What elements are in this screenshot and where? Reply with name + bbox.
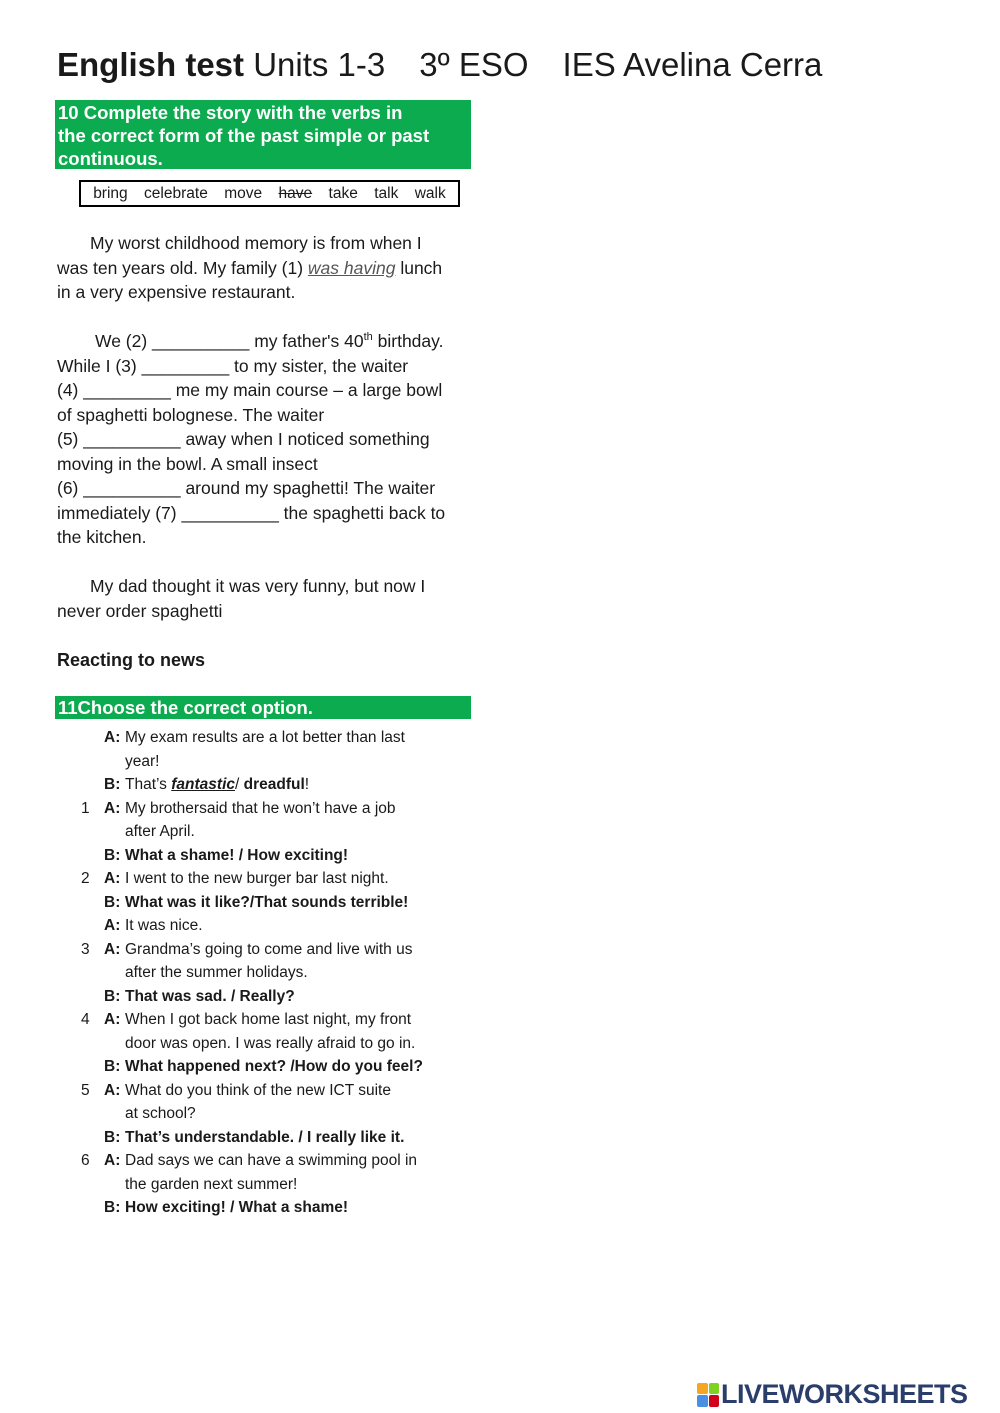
story-text: birthday. bbox=[372, 331, 444, 351]
speaker-b: B: bbox=[104, 846, 121, 864]
example-answer: was having bbox=[307, 257, 396, 278]
dialog-row bbox=[0, 867, 480, 891]
line-a: year! bbox=[125, 752, 160, 770]
dialog-row bbox=[0, 914, 480, 938]
exercise-10-instruction bbox=[55, 100, 471, 169]
dialog-row bbox=[0, 1196, 480, 1220]
story-paragraph-2 bbox=[57, 329, 477, 550]
text: ! bbox=[304, 776, 310, 793]
section-heading: Reacting to news bbox=[57, 650, 206, 670]
exercise-11-instruction: 11Choose the correct option. bbox=[55, 696, 471, 719]
options-b[interactable]: That was sad. / Really? bbox=[125, 987, 295, 1005]
story-paragraph-3 bbox=[57, 574, 477, 623]
option: dreadful bbox=[243, 776, 305, 793]
dialog-row bbox=[0, 1055, 480, 1079]
speaker-a: A: bbox=[104, 729, 121, 746]
dialog-row bbox=[0, 961, 480, 985]
options-b[interactable]: What happened next? /How do you feel? bbox=[125, 1058, 423, 1075]
word-bring: bring bbox=[93, 184, 128, 202]
page-title bbox=[57, 46, 822, 84]
line-a: at school? bbox=[125, 1105, 196, 1122]
dialog-row bbox=[0, 1173, 480, 1197]
text: / bbox=[235, 776, 244, 793]
dialog-row bbox=[0, 985, 480, 1009]
dialog-row bbox=[0, 1102, 480, 1126]
line-a: I went to the new burger bar last night. bbox=[125, 870, 389, 887]
speaker-b: B: bbox=[104, 893, 121, 911]
story-text: the kitchen. bbox=[57, 527, 147, 547]
story-text: My dad thought it was very funny, but now I bbox=[90, 576, 426, 596]
dialog-row bbox=[0, 1079, 480, 1103]
speaker-a: A: bbox=[104, 1152, 121, 1169]
speaker-a: A: bbox=[104, 799, 121, 817]
story-text: moving in the bowl. A small insect bbox=[57, 453, 318, 474]
logo-square bbox=[697, 1383, 708, 1395]
speaker-b: B: bbox=[104, 1199, 121, 1216]
word-move: move bbox=[224, 184, 263, 202]
dialog-row bbox=[0, 891, 480, 915]
speaker-b: B: bbox=[104, 776, 121, 793]
line-a: the garden next summer! bbox=[125, 1175, 298, 1193]
dialog-row bbox=[0, 938, 480, 962]
word-take: take bbox=[328, 184, 358, 202]
options-b[interactable]: That’s understandable. / I really like it. bbox=[125, 1128, 405, 1146]
speaker-b: B: bbox=[104, 987, 121, 1005]
speaker-b: B: bbox=[104, 1128, 121, 1146]
item-number: 4 bbox=[81, 1011, 90, 1028]
item-number: 5 bbox=[81, 1081, 90, 1099]
line-a: My brothersaid that he won’t have a job bbox=[125, 799, 396, 817]
dialog-row bbox=[0, 773, 480, 797]
instruction-line: continuous. bbox=[58, 148, 163, 169]
dialog-row bbox=[0, 797, 480, 821]
line-a: after the summer holidays. bbox=[125, 964, 308, 981]
item-number: 3 bbox=[81, 940, 90, 958]
exercise-11-dialogues bbox=[0, 726, 480, 1220]
line-a: My exam results are a lot better than last bbox=[125, 729, 405, 746]
story-text: (6) __________ around my spaghetti! The waiter bbox=[57, 478, 436, 498]
dialog-row bbox=[0, 1126, 480, 1150]
liveworksheets-logo-icon bbox=[697, 1383, 719, 1407]
speaker-a: A: bbox=[104, 1081, 121, 1099]
word-bank bbox=[79, 180, 460, 207]
story-text: My worst childhood memory is from when I bbox=[90, 233, 422, 253]
story-text: (5) __________ away when I noticed something bbox=[57, 429, 430, 449]
speaker-a: A: bbox=[104, 940, 121, 958]
text: That’s bbox=[125, 776, 172, 793]
item-number: 2 bbox=[81, 870, 90, 887]
example-answer: fantastic bbox=[171, 776, 235, 793]
dialog-row bbox=[0, 1032, 480, 1056]
options-b[interactable]: What a shame! / How exciting! bbox=[125, 846, 349, 864]
story-text: of spaghetti bolognese. The waiter bbox=[57, 404, 325, 425]
line-a: What do you think of the new ICT suite bbox=[125, 1081, 391, 1099]
speaker-a: A: bbox=[104, 917, 121, 934]
line-a: Dad says we can have a swimming pool in bbox=[125, 1152, 418, 1169]
line-a: When I got back home last night, my front bbox=[125, 1011, 412, 1028]
story-text: immediately (7) __________ the spaghetti back to bbox=[57, 502, 446, 523]
story-text: We (2) __________ my father's 40 bbox=[95, 331, 364, 351]
dialog-row bbox=[0, 726, 480, 750]
speaker-a: A: bbox=[104, 1011, 121, 1028]
instruction-line: the correct form of the past simple or past bbox=[58, 125, 430, 146]
dialog-row bbox=[0, 750, 480, 774]
dialog-row bbox=[0, 1149, 480, 1173]
title-bold: English test bbox=[57, 46, 245, 83]
story-text: never order spaghetti bbox=[57, 600, 223, 621]
word-walk: walk bbox=[414, 184, 446, 202]
item-number: 6 bbox=[81, 1152, 90, 1169]
line-a: after April. bbox=[125, 823, 195, 840]
line-a: Grandma’s going to come and live with us bbox=[125, 940, 413, 958]
superscript-th: th bbox=[363, 331, 373, 344]
dialog-row bbox=[0, 1008, 480, 1032]
story-text: lunch bbox=[395, 257, 443, 278]
title-school: IES Avelina Cerra bbox=[562, 46, 823, 83]
story-paragraph-1 bbox=[57, 231, 477, 305]
options-b[interactable]: What was it like?/That sounds terrible! bbox=[125, 893, 409, 911]
speaker-a: A: bbox=[104, 870, 121, 887]
word-celebrate: celebrate bbox=[144, 184, 208, 202]
logo-square bbox=[709, 1383, 720, 1395]
story-text: While I (3) _________ to my sister, the waiter bbox=[57, 355, 409, 376]
logo-square bbox=[709, 1395, 720, 1407]
logo-text: LIVEWORKSHEETS bbox=[721, 1379, 968, 1409]
dialog-row bbox=[0, 844, 480, 868]
instruction-line: 10 Complete the story with the verbs in bbox=[58, 102, 403, 123]
item-number: 1 bbox=[81, 799, 90, 817]
story-text: was ten years old. My family (1) bbox=[57, 257, 308, 278]
dialog-row bbox=[0, 820, 480, 844]
word-have-used: have bbox=[278, 184, 313, 202]
title-level: 3º ESO bbox=[419, 46, 529, 83]
line-a: It was nice. bbox=[125, 917, 203, 934]
liveworksheets-logo bbox=[697, 1379, 968, 1410]
title-units: Units 1-3 bbox=[253, 46, 386, 83]
word-talk: talk bbox=[374, 184, 399, 202]
line-b bbox=[125, 773, 309, 797]
speaker-b: B: bbox=[104, 1058, 121, 1075]
logo-square bbox=[697, 1395, 708, 1407]
story-text: in a very expensive restaurant. bbox=[57, 282, 296, 302]
story-text: (4) _________ me my main course – a large bowl bbox=[57, 380, 443, 400]
line-a: door was open. I was really afraid to go in. bbox=[125, 1034, 416, 1052]
options-b[interactable]: How exciting! / What a shame! bbox=[125, 1199, 349, 1216]
